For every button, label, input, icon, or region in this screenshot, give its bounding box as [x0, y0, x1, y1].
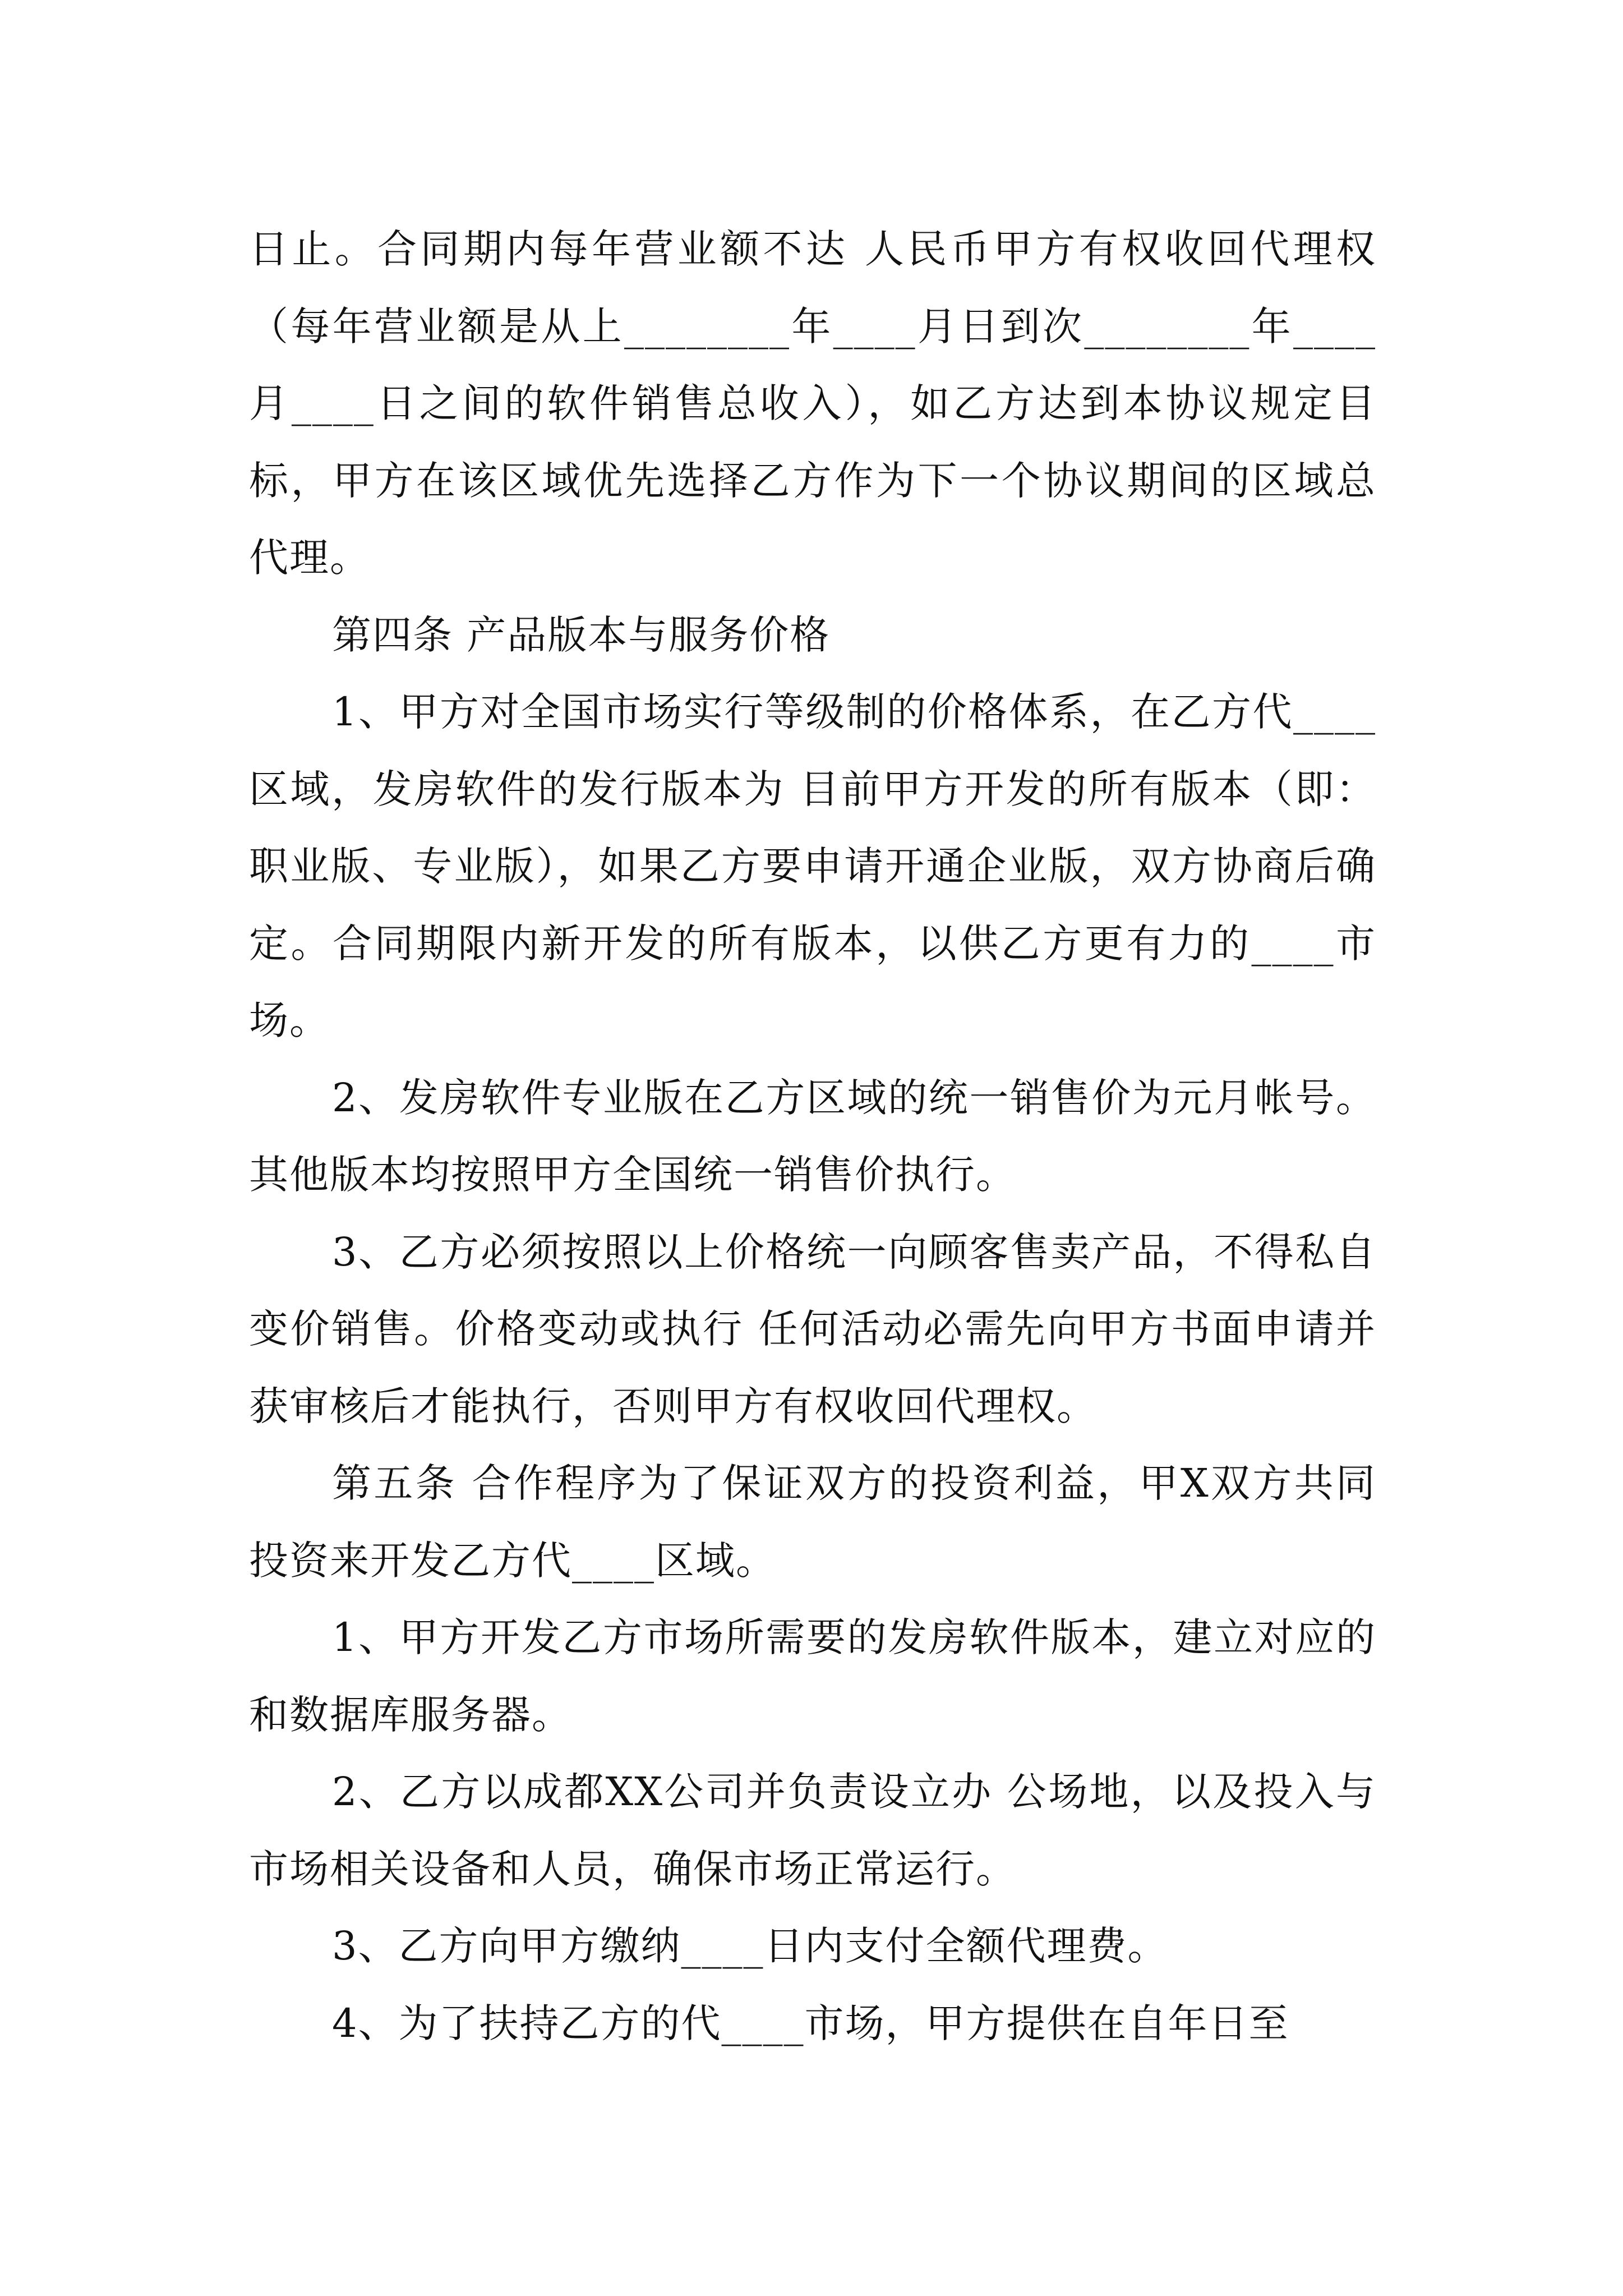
- document-body: [249, 211, 1376, 2062]
- article-4-heading: 第四条 产品版本与服务价格: [332, 611, 831, 658]
- article-4-clause-2: 2、发房软件专业版在乙方区域的统一销售价为元月帐号。其他版本均按照甲方全国统一销售价执行。: [249, 1074, 1376, 1198]
- article-4-clause-1: 1、甲方对全国市场实行等级制的价格体系，在乙方代____区域，发房软件的发行版本为 目前甲方开发的所有版本（即：职业版、专业版），如果乙方要申请开通企业版，双方协商后确定。合同期限内新开发的所有版本，以供乙方更有力的____市场。: [249, 689, 1376, 1043]
- article-5-clause-2: 2、乙方以成都XX公司并负责设立办 公场地，以及投入与市场相关设备和人员，确保市场正常运行。: [249, 1769, 1376, 1892]
- article-5-heading: 第五条 合作程序为了保证双方的投资利益，甲X双方共同投资来开发乙方代____区域。: [249, 1460, 1376, 1584]
- article-5-clause-3: 3、乙方向甲方缴纳____日内支付全额代理费。: [332, 1923, 1168, 1969]
- article-4-clause-3: 3、乙方必须按照以上价格统一向顾客售卖产品，不得私自变价销售。价格变动或执行 任何活动必需先向甲方书面申请并获审核后才能执行，否则甲方有权收回代理权。: [249, 1228, 1376, 1429]
- paragraph-quota-terms: 日止。合同期内每年营业额不达 人民币甲方有权收回代理权（每年营业额是从上________年____月日到次________年____月____日之间的软件销售总收入），如乙方达到本协议规定目标，甲方在该区域优先选择乙方作为下一个协议期间的区域总代理。: [249, 226, 1376, 581]
- article-5-clause-4: 4、为了扶持乙方的代____市场，甲方提供在自年日至: [332, 2000, 1289, 2046]
- article-5-clause-1: 1、甲方开发乙方市场所需要的发房软件版本，建立对应的和数据库服务器。: [249, 1614, 1376, 1738]
